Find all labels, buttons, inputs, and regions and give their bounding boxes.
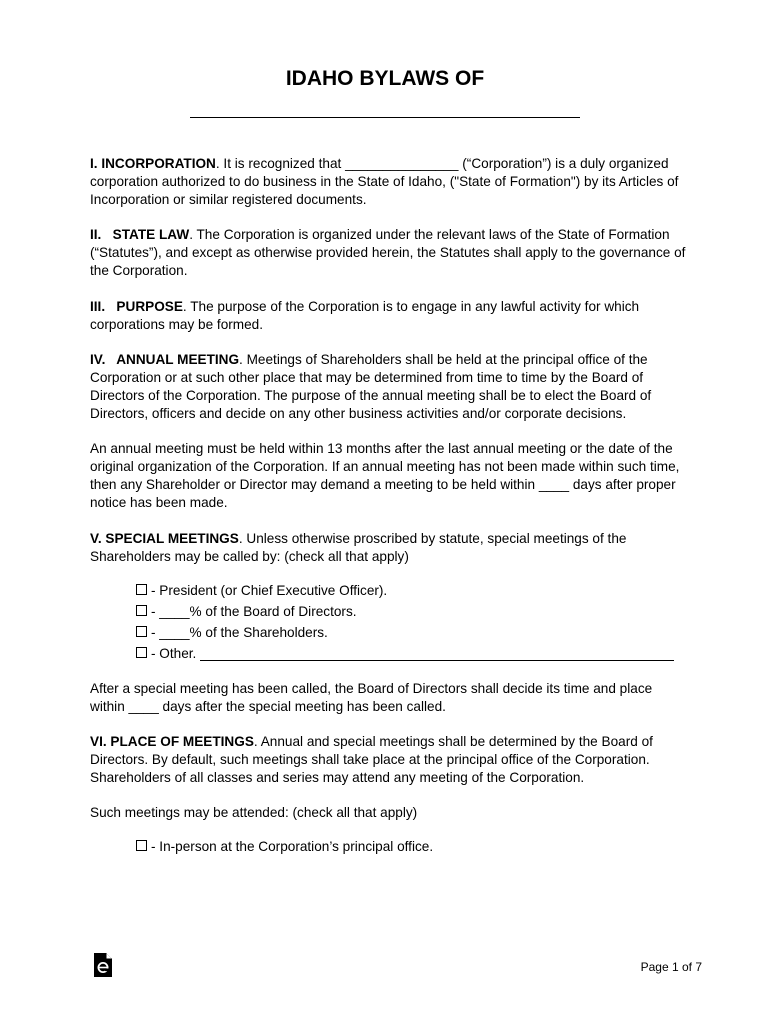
checkbox[interactable] [136,840,147,851]
page-number: Page 1 of 7 [640,960,702,974]
special-meetings-checklist [136,580,690,664]
checklist-item [136,836,690,857]
checklist-item [136,643,690,664]
document-body [90,155,690,873]
title-blank-line[interactable] [190,117,580,118]
section-state-law [90,226,690,280]
checklist-label: - President (or Chief Executive Officer). [151,582,388,598]
section-heading: II. STATE LAW [90,227,190,243]
checkbox[interactable] [136,584,147,595]
checklist-item [136,601,690,622]
section-heading: IV. ANNUAL MEETING [90,351,240,367]
special-meetings-paragraph-2: After a special meeting has been called, the Board of Directors shall decide its time and place within ____ days after the special meeting has been called. [90,680,653,714]
section-purpose [90,298,690,334]
checklist-label: - Other. [151,645,201,661]
checkbox[interactable] [136,626,147,637]
section-annual-meeting [90,351,690,423]
section-text: . Unless otherwise proscribed by statute, special meetings of the Shareholders may be called by: (check all that apply) [90,530,627,564]
section-text: . The purpose of the Corporation is to engage in any lawful activity for which corporations may be formed. [90,298,640,332]
section-heading: V. SPECIAL MEETINGS [90,530,239,546]
checklist-label: - ____% of the Shareholders. [151,624,328,640]
checkbox[interactable] [136,647,147,658]
checklist-label: - In-person at the Corporation’s principal office. [151,839,434,855]
place-of-meetings-paragraph-2: Such meetings may be attended: (check all that apply) [90,805,418,821]
checklist-item [136,622,690,643]
section-place-of-meetings [90,733,690,787]
section-heading: VI. PLACE OF MEETINGS [90,733,254,749]
section-text: . The Corporation is organized under the relevant laws of the State of Formation (“Statutes”), and except as otherwise provided herein, the Statutes shall apply to the governance of the Corporation. [90,227,686,279]
other-blank-line[interactable] [200,647,674,661]
checklist-label: - ____% of the Board of Directors. [151,603,357,619]
annual-meeting-paragraph-2: An annual meeting must be held within 13 months after the last annual meeting or the date of the original organization of the Corporation. If an annual meeting has not been made within such time, then any Shareholder or Director may demand a meeting to be held within ____ days after proper notice has been made. [90,441,680,511]
section-heading: I. INCORPORATION [90,156,216,171]
checklist-item [136,580,690,601]
page-title: IDAHO BYLAWS OF [285,67,485,90]
section-incorporation [90,155,690,209]
checkbox[interactable] [136,605,147,616]
section-heading: III. PURPOSE [90,298,183,314]
section-text: . Annual and special meetings shall be determined by the Board of Directors. By default, such meetings shall take place at the principal office of the Corporation. Shareholders of all classes and series may attend any meeting of the Corporation. [90,733,653,786]
eforms-logo-icon [93,952,113,978]
attendance-checklist [136,836,690,857]
section-text: . It is recognized that _______________ (“Corporation”) is a duly organized corporation authorized to do business in the State of Idaho, ("State of Formation") by its Articles of Incorporation or similar registered documents. [90,156,679,208]
section-text: . Meetings of Shareholders shall be held at the principal office of the Corporation or at such other place that may be determined from time to time by the Board of Directors of the Corporation. The purpose of the annual meeting shall be to elect the Board of Directors, officers and decide on any other business activities and/or corporate decisions. [90,351,652,422]
section-special-meetings [90,530,690,566]
